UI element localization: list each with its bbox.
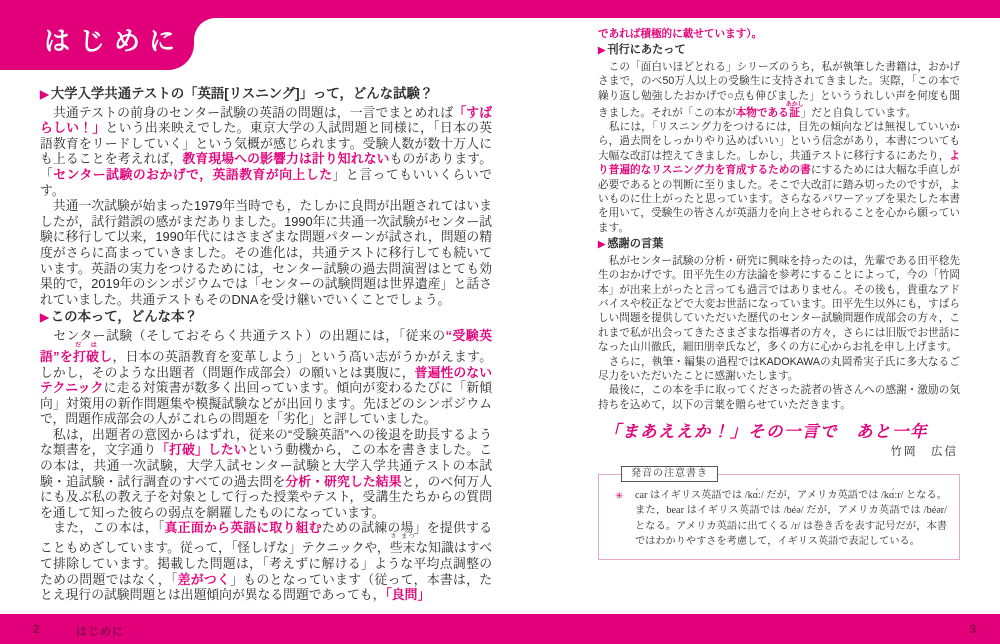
body-text: また，この本は，「	[40, 520, 165, 536]
body-text: 共通一次試験が始まった1979年当時でも，たしかに良問が出題されてはいましたが，試行錯誤の感がまだありました。1990年に共通一次試験がセンター試験に移行して以来，1990年代にはさまざまな問題パターンが試され，問題の精度がさらに高まっていきました。その進化は，共通テストに移行しても続いています。英語の実力をつけるためには，センター試験の過去問演習はとても効果的で，2019年のシンポジウムでは「センターの試験問題は世界遺産」と話されていました。共通テストもそのDNAを受け継いでいくことでしょう。	[40, 198, 492, 307]
highlighted-text: し	[99, 348, 113, 364]
body-text: 私がセンター試験の分析・研究に興味を持ったのは，先輩である田平稔先生のおかげです。田平先生の方法論を参考にすることによって，今の「竹岡本」が出来上がったと言っても過言ではありません。その後も，貴重なアドバイスや校正などで大変お世話になっています。田平先生以外にも，すばらしい問題を提供していただいた歴代のセンター試験問題作成部会の方々，これまで私が出会ってきたさまざまな指導者の方々，さらには旧版でお世話になった山川徹氏，細田朋幸氏など，多くの方に心からお礼を申し上げます。	[598, 254, 960, 354]
body-text: に走る対策書が数多く出回っています。傾向が変わるたびに「新傾向」対策用の新作問題集や模擬試験などが出回ります。先ほどのシンポジウムで，問題作成部会の人がこれらの問題を「劣化」と評していました。	[40, 380, 492, 427]
body-text: この「面白いほどとれる」シリーズのうち，私が執筆した書籍は，おかげさまで，のべ50万人以上の受験生に支持されてきました。実際，「この本で繰り返し勉強したおかげで○点も伸びました」といううれしい声を何度も聞きました。それが「この本が	[598, 60, 960, 119]
note-box-body	[609, 488, 947, 550]
section-heading	[598, 43, 960, 58]
highlighted-text: センター試験のおかげで，英語教育が向上した	[53, 166, 333, 182]
pronunciation-note-box	[598, 467, 960, 560]
left-page-column	[40, 84, 492, 603]
body-text: 最後に，この本を手に取ってくださった読者の皆さんへの感謝・激励の気持ちを込めて，以下の言葉を贈らせていただきます。	[598, 384, 960, 411]
left-page-number: 2	[33, 622, 40, 636]
body-text: センター試験（そしておそらく共通テスト）の出題には，「従来の	[40, 327, 446, 343]
asterisk-bullet-icon: ✳	[615, 490, 624, 502]
paragraph	[598, 60, 960, 120]
triangle-bullet-icon: ▶	[598, 239, 606, 251]
paragraph	[40, 328, 492, 427]
highlighted-text: “受験英語”を	[40, 327, 492, 364]
tab-corner-fillet	[194, 18, 216, 40]
highlighted-text: 本物である	[735, 106, 789, 119]
note-box-label: 発音の注意書き	[621, 466, 718, 482]
section-heading	[40, 309, 492, 327]
highlighted-text: 証あかし	[785, 101, 804, 119]
chapter-title-tab	[0, 0, 194, 70]
body-text: さらに，執筆・編集の過程ではKADOKAWAの丸岡希実子氏に多大なるご尽力をいただいたことに感謝いたします。	[598, 355, 960, 382]
body-text: という動機から，この本を書きました。この本は，共通一次試験，大学入試センター試験と大学入学共通テストの本試験・追試験・試行調査のすべての過去問を	[40, 442, 493, 489]
highlighted-text: 「打破」したい	[156, 442, 247, 458]
body-text: 」ものとなっています（従って，本書は，たとえ現行の試験問題とは出題傾向が異なる問題であっても，	[40, 571, 492, 603]
highlighted-text: 分析・研究した結果	[285, 473, 402, 489]
body-text: という出来映えでした。東京大学の入試問題と同様に，「日本の英語教育をリードしていく」という気概が感じられます。受験人数が数十万人にも上ることを考えれば，	[40, 120, 492, 167]
highlighted-text: 教育現場への影響力は計り知れない	[182, 151, 390, 167]
highlighted-text: より普遍的なリスニング力を育成するための書	[598, 149, 960, 177]
highlighted-text: 差がつく	[177, 571, 231, 587]
triangle-bullet-icon: ▶	[40, 89, 49, 101]
section-heading	[40, 86, 492, 104]
body-text: 」と言ってもいいくらいです。	[40, 166, 493, 198]
paragraph	[40, 427, 492, 521]
body-text: 私は，出題者の意図からはずれ，従来の“受験英語”への後退を助長するような類書を，文字通り	[40, 426, 492, 458]
body-text: な知識はすべて排除しています。掲載した問題は，「考えずに解ける」ような平均点調整のための問題ではなく，「	[40, 540, 492, 587]
section-heading	[598, 237, 960, 252]
note-box-text: car はイギリス英語では /kɑ́ː/ だが，アメリカ英語では /kɑ́ːr/ となる。また，bear はイギリス英語では /béə/ だが，アメリカ英語では /béər/ となる。アメリカ英語に出てくる /r/ は巻き舌を表す記号だが，本書ではわかりやすさを考慮して，イギリス英語で表記している。	[635, 489, 947, 548]
body-text: にするためには大幅な手直しが必要であるとの判断に至りました。そこで大改訂に踏み切ったのですが，よいものに仕上がったと思っています。さらなるパワーアップを果たした本書を用いて，受験生の皆さんが英語力を向上させられることを心から願っています。	[598, 164, 961, 234]
paragraph	[598, 120, 960, 235]
highlighted-text: 真正面から英語に取り組む	[164, 520, 322, 536]
section-heading-text: 感謝の言葉	[607, 238, 664, 251]
closing-quote: 「まあええか！」その一言で あと一年	[604, 422, 928, 442]
paragraph	[598, 254, 960, 355]
highlighted-text: であれば積極的に載せています）。	[598, 28, 763, 40]
section-heading-text: 大学入学共通テストの「英語[リスニング]」って，どんな試験？	[50, 86, 434, 101]
footer-bar	[0, 614, 1000, 644]
paragraph	[40, 105, 492, 199]
highlighted-text: 普遍性のないテクニック	[40, 364, 493, 396]
right-page-number: 3	[969, 622, 976, 636]
highlighted-text: 「すばらしい！」	[40, 104, 493, 136]
footer-chapter-label: はじめに	[76, 626, 124, 638]
triangle-bullet-icon: ▶	[598, 45, 606, 57]
paragraph	[598, 383, 960, 412]
paragraph	[40, 198, 492, 307]
section-heading-text: 刊行にあたって	[607, 44, 686, 57]
page-title: はじめに	[44, 25, 185, 56]
paragraph	[598, 27, 960, 41]
paragraph	[598, 355, 960, 384]
highlighted-text: 「良問」	[385, 587, 431, 603]
triangle-bullet-icon: ▶	[40, 312, 49, 325]
highlighted-text: 打破だ は	[73, 342, 100, 364]
right-page-column	[598, 27, 960, 560]
body-text: 」だと自負しています。	[800, 106, 917, 119]
body-text: ，日本の英語教育を変革しよう」という高い志がうかがえます。しかし，そのような出題者（問題作成部会）の願いとは裏腹に，	[40, 348, 493, 380]
body-text: 些末さ まつ	[389, 534, 416, 556]
paragraph	[40, 520, 492, 602]
section-heading-text: この本って，どんな本？	[50, 309, 198, 325]
body-text: 私には，「リスニング力をつけるには，目先の傾向などは無視していいから，過去問をしっかりやり込めばいい」という信念があり，本書についても大幅な改訂は控えてきました。しかし，共通テストに移行するにあたり，	[598, 121, 960, 162]
right-page-text	[598, 27, 960, 412]
body-text: と，のべ何万人にも及ぶ私の教え子を対象として行った授業やテスト，受講生たちからの質問を通して知った彼らの弱点を網羅したものになっています。	[40, 473, 493, 520]
body-text: ものがあります。「	[40, 151, 493, 182]
body-text: ための試練の場」を提供することもめざしています。従って，「怪しげな」テクニックや，	[40, 520, 493, 556]
author-name: 竹岡 広信	[890, 445, 958, 458]
body-text: 共通テストの前身のセンター試験の英語の問題は，一言でまとめれば	[40, 104, 454, 120]
